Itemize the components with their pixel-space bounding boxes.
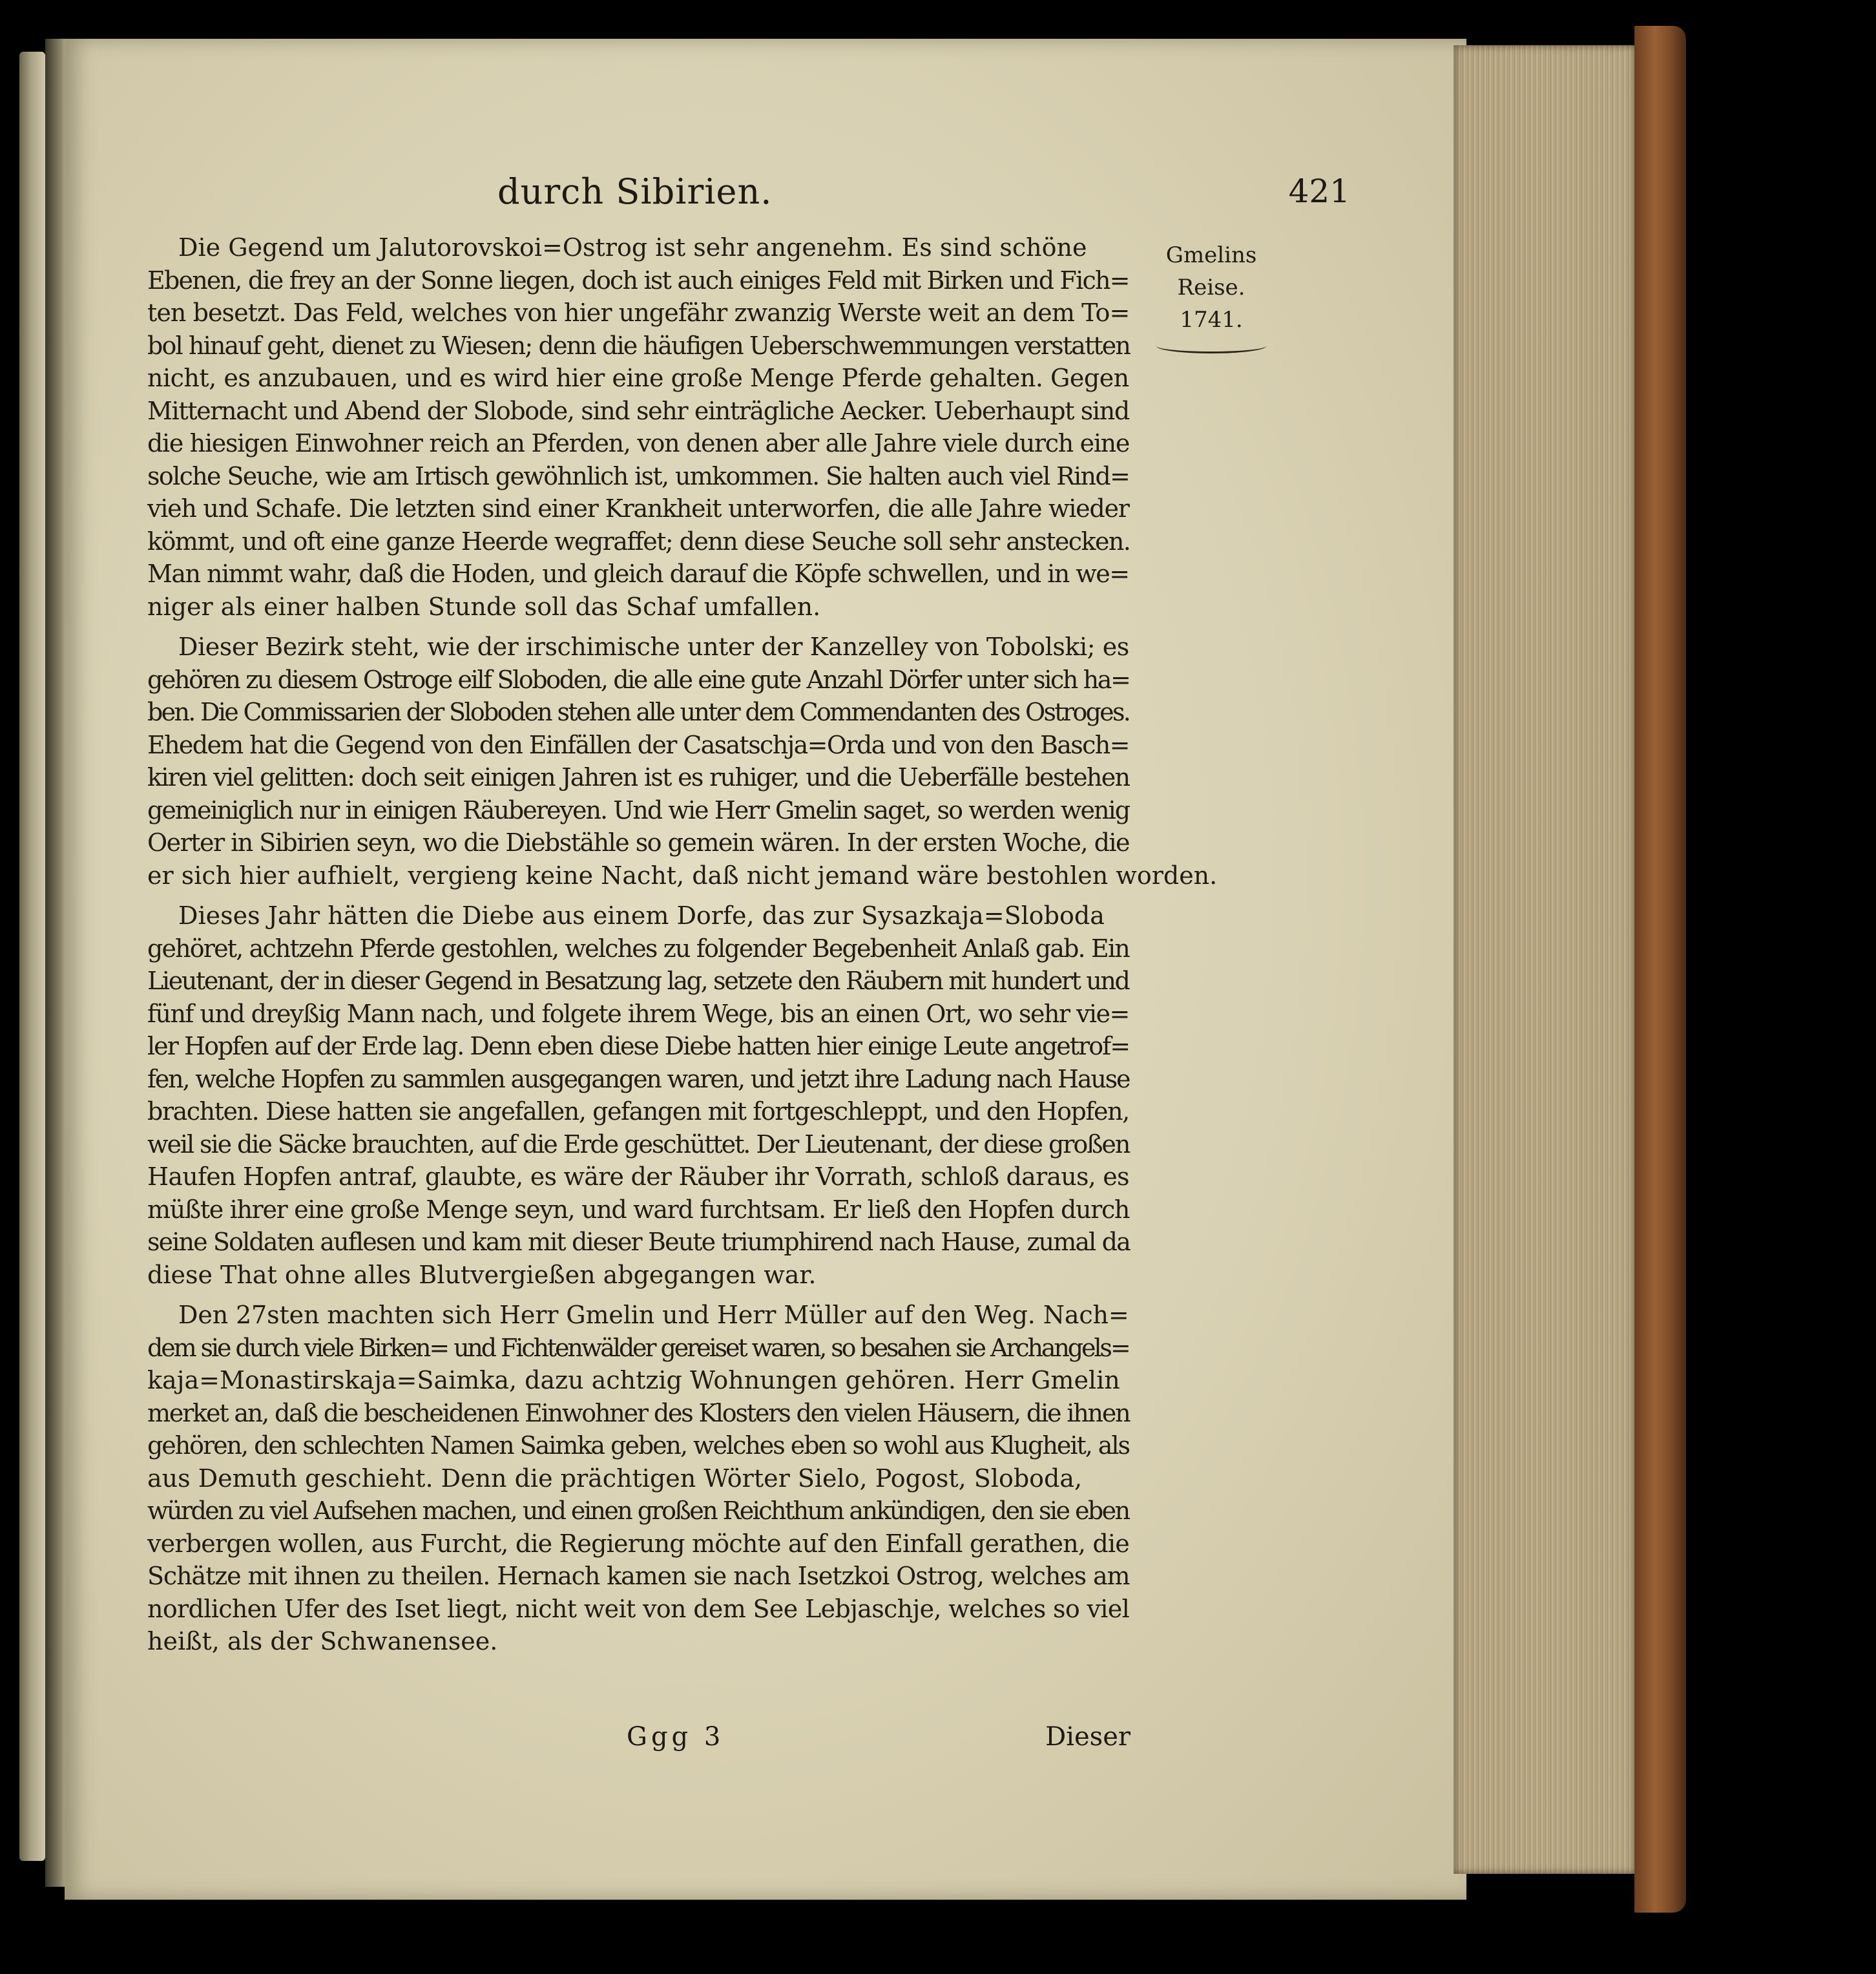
margin-note-year: 1741. xyxy=(1180,307,1243,333)
text-line: merket an, daß die bescheidenen Einwohner des Klosters den vielen Häusern, die ihnen xyxy=(147,1398,1130,1427)
text-line: solche Seuche, wie am Irtisch gewöhnlich ist, umkommen. Sie halten auch viel Rind= xyxy=(147,461,1130,490)
text-line: würden zu viel Aufsehen machen, und einen großen Reichthum ankündigen, den sie eben xyxy=(147,1496,1129,1525)
text-line: ten besetzt. Das Feld, welches von hier ungefähr zwanzig Werste weit an dem To= xyxy=(147,299,1130,327)
text-line: gehöret, achtzehn Pferde gestohlen, welches zu folgender Begebenheit Anlaß gab. Ein xyxy=(147,934,1129,963)
text-line: brachten. Diese hatten sie angefallen, gefangen mit fortgeschleppt, und den Hopfen, xyxy=(147,1097,1129,1126)
text-line: Schätze mit ihnen zu theilen. Hernach kamen sie nach Isetzkoi Ostrog, welches am xyxy=(147,1562,1130,1590)
text-line: Mitternacht und Abend der Slobode, sind sehr einträgliche Aecker. Ueberhaupt sind xyxy=(147,396,1129,425)
text-line: Die Gegend um Jalutorovskoi=Ostrog ist sehr angenehm. Es sind schöne xyxy=(178,233,1087,262)
paragraph xyxy=(147,631,1218,892)
text-line: fünf und dreyßig Mann nach, und folgete ihrem Wege, bis an einen Ort, wo sehr vie= xyxy=(147,999,1129,1028)
margin-note-brace xyxy=(1156,339,1266,353)
text-line: vieh und Schafe. Die letzten sind einer Krankheit unterworfen, die alle Jahre wieder xyxy=(147,494,1129,523)
margin-note xyxy=(1150,239,1273,353)
paragraph xyxy=(147,231,1129,623)
margin-note-title: Reise. xyxy=(1177,275,1245,300)
text-line: niger als einer halben Stunde soll das Schaf umfallen. xyxy=(147,592,821,621)
running-title: durch Sibirien. xyxy=(497,171,773,212)
text-line: Oerter in Sibirien seyn, wo die Diebstähle so gemein wären. In der ersten Woche, die xyxy=(147,828,1129,857)
text-line: verbergen wollen, aus Furcht, die Regierung möchte auf den Einfall gerathen, die xyxy=(147,1529,1129,1558)
text-line: aus Demuth geschieht. Denn die prächtigen Wörter Sielo, Pogost, Sloboda, xyxy=(147,1464,1083,1493)
paragraph xyxy=(147,1299,1129,1658)
text-line: Dieser Bezirk steht, wie der irschimische unter der Kanzelley von Tobolski; es xyxy=(178,633,1129,661)
page-footer xyxy=(149,1722,1131,1761)
text-line: Haufen Hopfen antraf, glaubte, es wäre der Räuber ihr Vorrath, schloß daraus, es xyxy=(147,1162,1129,1191)
catchword: Dieser xyxy=(1045,1722,1131,1752)
text-line: gehören zu diesem Ostroge eilf Sloboden, die alle eine gute Anzahl Dörfer unter sich ha= xyxy=(147,665,1130,694)
text-line: nicht, es anzubauen, und es wird hier eine große Menge Pferde gehalten. Gegen xyxy=(147,364,1129,392)
text-line: kaja=Monastirskaja=Saimka, dazu achtzig Wohnungen gehören. Herr Gmelin xyxy=(147,1366,1120,1394)
text-line: gehören, den schlechten Namen Saimka geben, welches eben so wohl aus Klugheit, als xyxy=(147,1431,1129,1460)
text-line: seine Soldaten auflesen und kam mit dieser Beute triumphirend nach Hause, zumal da xyxy=(147,1228,1130,1256)
text-line: ben. Die Commissarien der Sloboden stehen alle unter dem Commendanten des Ostroges. xyxy=(147,698,1130,726)
text-line: nordlichen Ufer des Iset liegt, nicht weit von dem See Lebjaschje, welches so viel xyxy=(147,1594,1130,1623)
text-line: diese That ohne alles Blutvergießen abgegangen war. xyxy=(147,1260,817,1289)
text-line: ler Hopfen auf der Erde lag. Denn eben diese Diebe hatten hier einige Leute angetrof= xyxy=(147,1032,1130,1060)
text-line: fen, welche Hopfen zu sammlen ausgegangen waren, und jetzt ihre Ladung nach Hause xyxy=(147,1064,1130,1093)
text-line: bol hinauf geht, dienet zu Wiesen; denn die häufigen Ueberschwemmungen verstatten xyxy=(147,331,1131,360)
text-line: heißt, als der Schwanensee. xyxy=(147,1627,498,1655)
signature-mark: Ggg 3 xyxy=(627,1722,725,1752)
page-number: 421 xyxy=(1288,173,1350,210)
text-line: Den 27sten machten sich Herr Gmelin und Herr Müller auf den Weg. Nach= xyxy=(178,1301,1129,1329)
facing-page-edge xyxy=(19,52,45,1861)
text-line: dem sie durch viele Birken= und Fichtenwälder gereiset waren, so besahen sie Archangels= xyxy=(147,1333,1129,1362)
leather-cover-edge xyxy=(1634,26,1686,1913)
text-line: er sich hier aufhielt, vergieng keine Nacht, daß nicht jemand wäre bestohlen worden. xyxy=(147,861,1218,890)
text-line: die hiesigen Einwohner reich an Pferden, von denen aber alle Jahre viele durch eine xyxy=(147,429,1130,457)
text-line: kömmt, und oft eine ganze Heerde wegraffet; denn diese Seuche soll sehr anstecken. xyxy=(147,527,1131,556)
margin-note-author: Gmelins xyxy=(1165,242,1257,268)
text-line: weil sie die Säcke brauchten, auf die Erde geschüttet. Der Lieutenant, der diese großen xyxy=(147,1129,1130,1159)
page-block-edge xyxy=(1454,45,1641,1874)
text-line: kiren viel gelitten: doch seit einigen Jahren ist es ruhiger, und die Ueberfälle bestehen xyxy=(147,763,1130,792)
text-line: Lieutenant, der in dieser Gegend in Besatzung lag, setzete den Räubern mit hundert und xyxy=(147,967,1129,995)
text-line: Dieses Jahr hätten die Diebe aus einem Dorfe, das zur Sysazkaja=Sloboda xyxy=(178,901,1105,930)
text-line: Ehedem hat die Gegend von den Einfällen der Casatschja=Orda und von den Basch= xyxy=(147,730,1129,759)
text-line: gemeiniglich nur in einigen Räubereyen. Und wie Herr Gmelin saget, so werden wenig xyxy=(147,795,1130,824)
paragraph xyxy=(147,899,1129,1291)
text-line: Ebenen, die frey an der Sonne liegen, doch ist auch einiges Feld mit Birken und Fich= xyxy=(147,266,1129,295)
text-line: müßte ihrer eine große Menge seyn, und ward furchtsam. Er ließ den Hopfen durch xyxy=(147,1195,1130,1224)
page-header xyxy=(149,171,1363,216)
text-line: Man nimmt wahr, daß die Hoden, und gleich darauf die Köpfe schwellen, und in we= xyxy=(147,560,1129,588)
